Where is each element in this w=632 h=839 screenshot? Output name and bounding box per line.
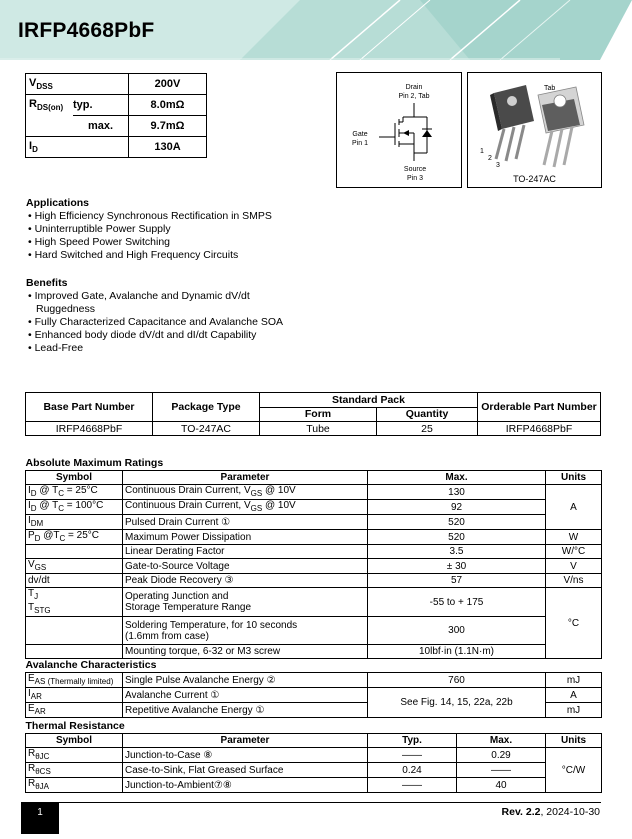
cell-max: 760 — [368, 673, 546, 688]
table-row — [26, 688, 602, 703]
header-symbol: Symbol — [26, 734, 123, 748]
header-parameter: Parameter — [123, 734, 368, 748]
spec-value: 130A — [129, 137, 207, 158]
cell-symbol: $I_D$ @ $T_C = 100^\circ C$ — [26, 500, 123, 515]
cell-parameter: Gate-to-Source Voltage — [123, 559, 368, 574]
benefits-heading: Benefits — [26, 277, 68, 289]
footer-divider — [25, 802, 601, 803]
cell-units: °C/W — [546, 748, 602, 793]
amr-caption: Absolute Maximum Ratings — [25, 457, 164, 469]
list-item: • High Speed Power Switching — [28, 236, 171, 248]
cell-parameter: Continuous Drain Current, $V_{GS}$ @ 10V — [123, 500, 368, 515]
package-name: TO-247AC — [513, 174, 556, 184]
cell-units: mJ — [546, 673, 602, 688]
cell-symbol: $E_{AS (Thermally limited)}$ — [26, 673, 123, 688]
cell-parameter: Junction-to-Ambient⑦⑧ — [123, 778, 368, 793]
list-item: • Hard Switched and High Frequency Circuits — [28, 249, 239, 261]
cell-parameter: Linear Derating Factor — [123, 545, 368, 559]
key-specs-table — [25, 73, 207, 158]
table-row — [26, 545, 602, 559]
mosfet-symbol-icon — [337, 73, 461, 187]
cell-base-part: IRFP4668PbF — [26, 422, 153, 436]
to247-package-icon — [468, 73, 601, 187]
cell-symbol: $P_D$ $@T_C = 25^\circ C$ — [26, 530, 123, 545]
pin2-label: 2 — [488, 155, 492, 162]
cell-symbol: $R_{\theta JC}$ — [26, 748, 123, 763]
header-package-type: Package Type — [153, 393, 260, 422]
applications-section — [26, 197, 272, 262]
table-row — [26, 617, 602, 645]
cell-max: 57 — [368, 574, 546, 588]
cell-max: 130 — [368, 485, 546, 500]
table-row — [26, 574, 602, 588]
tab-label: Tab — [544, 85, 556, 92]
ordering-table — [25, 392, 601, 436]
cell-units: W/°C — [546, 545, 602, 559]
spec-symbol: $I_D$ — [26, 137, 74, 158]
cell-typ: 0.24 — [368, 763, 457, 778]
cell-package: TO-247AC — [153, 422, 260, 436]
cell-max: 520 — [368, 530, 546, 545]
pin3-label: 3 — [496, 162, 500, 169]
part-title: IRFP4668PbF — [18, 19, 155, 42]
spec-value: 8.0mΩ — [129, 95, 207, 116]
cell-max: 520 — [368, 515, 546, 530]
cell-parameter: Avalanche Current ① — [123, 688, 368, 703]
cell-parameter: Mounting torque, 6-32 or M3 screw — [123, 645, 368, 659]
table-row — [26, 763, 602, 778]
cell-symbol: $I_{DM}$ — [26, 515, 123, 530]
table-row — [26, 422, 601, 436]
table-row — [26, 778, 602, 793]
list-item: • Uninterruptible Power Supply — [28, 223, 171, 235]
spec-condition: max. — [73, 116, 129, 137]
avalanche-caption: Avalanche Characteristics — [25, 659, 157, 671]
cell-typ: —— — [368, 778, 457, 793]
table-row — [26, 588, 602, 617]
spec-symbol — [26, 116, 74, 137]
header-parameter: Parameter — [123, 471, 368, 485]
table-row — [26, 485, 602, 500]
page-number: 1 — [21, 802, 59, 834]
cell-parameter: Pulsed Drain Current ① — [123, 515, 368, 530]
cell-symbol: $R_{\theta CS}$ — [26, 763, 123, 778]
cell-symbol: $V_{GS}$ — [26, 559, 123, 574]
cell-parameter: Operating Junction and Storage Temperature Range — [123, 588, 368, 617]
drain-label: Drain Pin 2, Tab — [398, 84, 430, 100]
header-units: Units — [546, 734, 602, 748]
thermal-caption: Thermal Resistance — [25, 720, 125, 732]
table-row — [26, 645, 602, 659]
table-row — [26, 500, 602, 515]
header-max: Max. — [457, 734, 546, 748]
cell-units: V — [546, 559, 602, 574]
cell-symbol — [26, 617, 123, 645]
applications-heading: Applications — [26, 197, 90, 209]
list-item: • Enhanced body diode dV/dt and dI/dt Capability — [28, 329, 257, 341]
mosfet-schematic — [336, 72, 462, 188]
table-row — [26, 515, 602, 530]
table-row — [26, 748, 602, 763]
gate-label: Gate Pin 1 — [352, 131, 368, 147]
cell-symbol — [26, 545, 123, 559]
cell-units: W — [546, 530, 602, 545]
cell-symbol: $I_D$ @ $T_C = 25^\circ C$ — [26, 485, 123, 500]
spec-condition — [73, 74, 129, 95]
header-form: Form — [260, 407, 377, 422]
header-standard-pack: Standard Pack — [260, 393, 478, 408]
ratings-table — [25, 457, 602, 718]
spec-condition — [73, 137, 129, 158]
table-row — [26, 530, 602, 545]
cell-see-figures: See Fig. 14, 15, 22a, 22b — [368, 688, 546, 718]
spec-value: 200V — [129, 74, 207, 95]
cell-max: 300 — [368, 617, 546, 645]
list-item: • High Efficiency Synchronous Rectification in SMPS — [28, 210, 272, 222]
cell-units: V/ns — [546, 574, 602, 588]
table-row — [26, 559, 602, 574]
spec-condition: typ. — [73, 95, 129, 116]
cell-form: Tube — [260, 422, 377, 436]
cell-max: 3.5 — [368, 545, 546, 559]
cell-parameter: Peak Diode Recovery ③ — [123, 574, 368, 588]
cell-symbol: $R_{\theta JA}$ — [26, 778, 123, 793]
header-units: Units — [546, 471, 602, 485]
table-row — [26, 673, 602, 688]
header-max: Max. — [368, 471, 546, 485]
cell-max: 0.29 — [457, 748, 546, 763]
cell-symbol: $T_J$ $T_{STG}$ — [26, 588, 123, 617]
source-label: Source Pin 3 — [403, 166, 427, 182]
spec-value: 9.7mΩ — [129, 116, 207, 137]
cell-quantity: 25 — [377, 422, 478, 436]
cell-units: A — [546, 688, 602, 703]
cell-symbol: $E_{AR}$ — [26, 703, 123, 718]
revision-info: Rev. 2.2, 2024-10-30 — [501, 806, 600, 818]
cell-max: -55 to + 175 — [368, 588, 546, 617]
header-base-part: Base Part Number — [26, 393, 153, 422]
cell-symbol: $I_{AR}$ — [26, 688, 123, 703]
cell-max: 92 — [368, 500, 546, 515]
header-symbol: Symbol — [26, 471, 123, 485]
cell-max: —— — [457, 763, 546, 778]
cell-parameter: Single Pulse Avalanche Energy ② — [123, 673, 368, 688]
thermal-table — [25, 720, 602, 793]
cell-parameter: Case-to-Sink, Flat Greased Surface — [123, 763, 368, 778]
cell-parameter: Continuous Drain Current, $V_{GS}$ @ 10V — [123, 485, 368, 500]
benefits-section — [26, 277, 296, 355]
list-item: • Improved Gate, Avalanche and Dynamic dV/dt Ruggedness — [28, 290, 250, 315]
cell-parameter: Soldering Temperature, for 10 seconds (1.6mm from case) — [123, 617, 368, 645]
package-image — [467, 72, 602, 188]
cell-max: ± 30 — [368, 559, 546, 574]
spec-symbol: $V_{DSS}$ — [26, 74, 74, 95]
list-item: • Lead-Free — [28, 342, 84, 354]
cell-typ: —— — [368, 748, 457, 763]
cell-parameter: Repetitive Avalanche Energy ① — [123, 703, 368, 718]
cell-symbol — [26, 645, 123, 659]
cell-units: mJ — [546, 703, 602, 718]
cell-symbol: dv/dt — [26, 574, 123, 588]
list-item: • Fully Characterized Capacitance and Avalanche SOA — [28, 316, 284, 328]
cell-max: 10lbf·in (1.1N·m) — [368, 645, 546, 659]
cell-max: 40 — [457, 778, 546, 793]
cell-units: °C — [546, 588, 602, 659]
cell-parameter: Junction-to-Case ⑧ — [123, 748, 368, 763]
header-quantity: Quantity — [377, 407, 478, 422]
pin1-label: 1 — [480, 148, 484, 155]
cell-orderable: IRFP4668PbF — [478, 422, 601, 436]
header-orderable-part: Orderable Part Number — [478, 393, 601, 422]
header-typ: Typ. — [368, 734, 457, 748]
cell-parameter: Maximum Power Dissipation — [123, 530, 368, 545]
cell-units: A — [546, 485, 602, 530]
spec-symbol: $R_{DS(on)}$ — [26, 95, 74, 116]
